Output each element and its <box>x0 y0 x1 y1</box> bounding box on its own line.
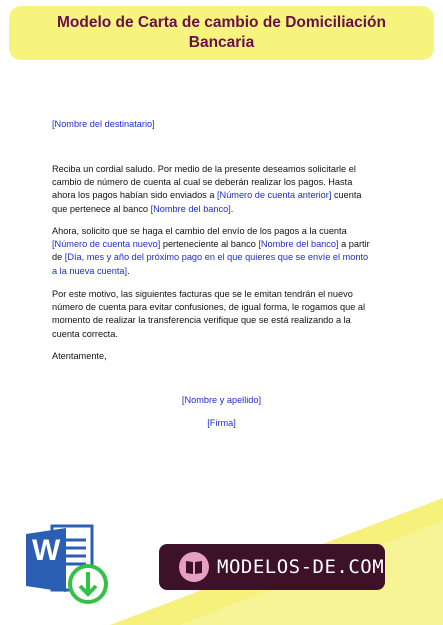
word-letter: W <box>32 534 61 567</box>
bank-placeholder: [Nombre del banco] <box>258 239 339 250</box>
p2-text: a partir <box>338 239 370 250</box>
p3-line1: Por este motivo, las siguientes facturas que se le emitan tendrán el nuevo <box>52 289 353 299</box>
bank-placeholder: [Nombre del banco] <box>150 203 231 214</box>
signature-name-placeholder: [Nombre y apellido] <box>181 395 262 405</box>
closing: Atentamente, <box>52 351 107 361</box>
p1-text: . <box>230 203 234 214</box>
p1-text: cuenta <box>331 190 362 201</box>
paragraph-2 <box>52 225 392 278</box>
book-icon <box>179 552 209 582</box>
paragraph-3 <box>52 288 392 341</box>
paragraph-1 <box>52 163 392 216</box>
page-title-line1: Modelo de Carta de cambio de Domiciliación <box>56 14 386 31</box>
prev-account-placeholder: [Número de cuenta anterior] <box>217 190 332 201</box>
title-banner <box>9 6 434 60</box>
p1-line4 <box>52 203 392 216</box>
date-placeholder-cont: a la nueva cuenta] <box>52 265 128 276</box>
p2-text: . <box>127 265 130 276</box>
brand-badge <box>159 544 385 590</box>
date-placeholder: [Día, mes y año del próximo pago en el que quieres que se envíe el monto <box>64 252 369 263</box>
p3-line4: cuenta correcta. <box>52 328 118 339</box>
p1-line2: cambio de número de cuenta al cual se deberán realizar los pagos. Hasta <box>52 177 353 188</box>
p2-line2 <box>52 238 392 251</box>
p1-text: que pertenece al banco <box>52 203 151 214</box>
p1-line3 <box>52 189 392 202</box>
p2-line4 <box>52 265 392 278</box>
p2-text: perteneciente al banco <box>160 239 259 250</box>
p3-line3: momento de realizar la transferencia verifique que se está realizando a la <box>52 315 351 326</box>
p2-line3 <box>52 251 392 264</box>
page-title-line2: Bancaria <box>188 34 255 51</box>
brand-text: MODELOS-DE.COM <box>217 556 385 578</box>
signature-placeholder: [Firma] <box>207 418 236 428</box>
p1-line1: Reciba un cordial saludo. Por medio de la presente deseamos solicitarle el <box>52 164 356 174</box>
p2-text: de <box>52 252 65 263</box>
new-account-placeholder: [Número de cuenta nuevo] <box>52 239 161 250</box>
p2-line1: Ahora, solicito que se haga el cambio del envío de los pagos a la cuenta <box>52 226 347 236</box>
p3-line2: número de cuenta para evitar confusiones, de igual forma, le rogamos que al <box>52 302 366 313</box>
p1-text: ahora los pagos habían sido enviados a <box>52 190 217 201</box>
recipient-placeholder: [Nombre del destinatario] <box>52 119 155 129</box>
